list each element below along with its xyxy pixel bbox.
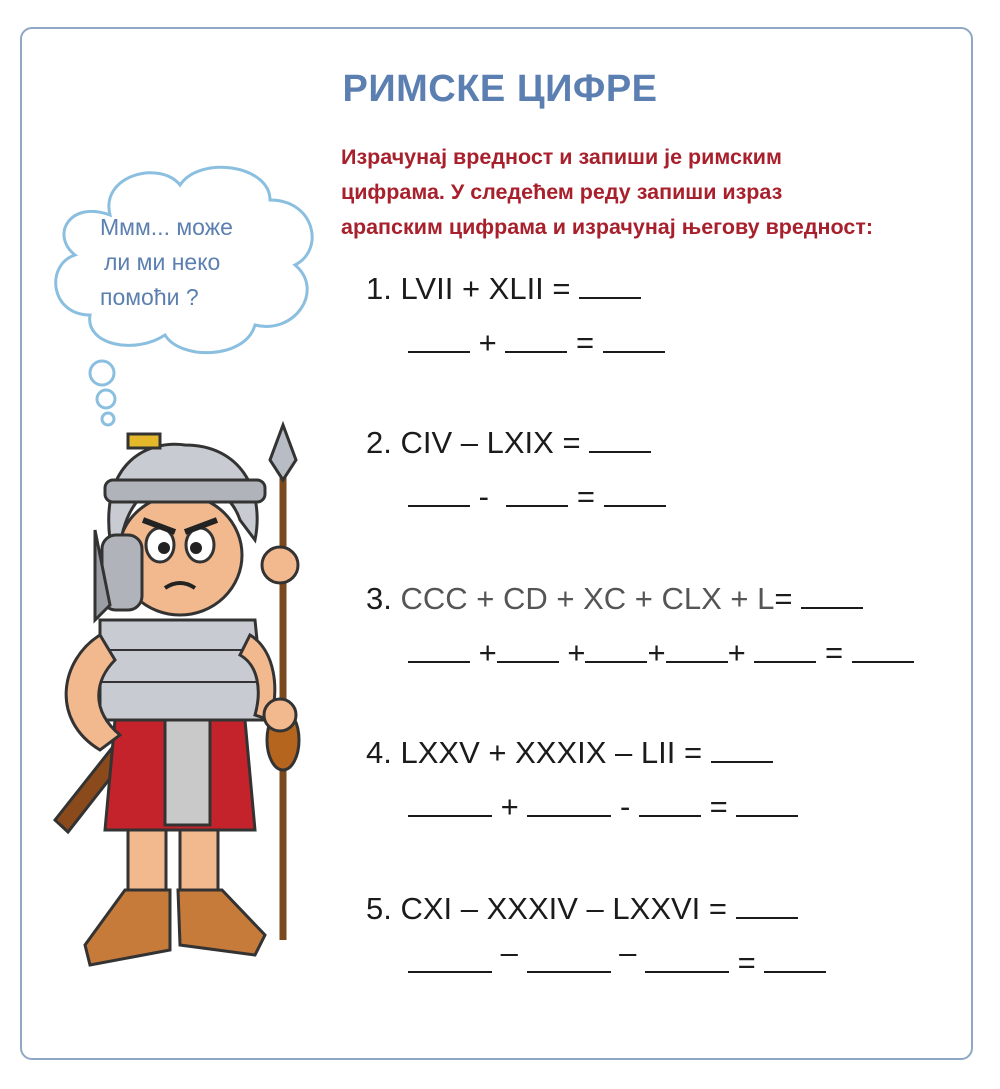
answer-blank[interactable] [579, 272, 641, 299]
answer-blank[interactable] [852, 636, 914, 663]
problem-5 [366, 882, 826, 990]
problem-expression: CXI – XXXIV – LXXVI = [400, 891, 728, 926]
answer-blank[interactable] [506, 480, 568, 507]
answer-blank[interactable] [645, 946, 729, 973]
operator: + [478, 325, 497, 360]
answer-blank[interactable] [764, 946, 826, 973]
operator: + [727, 635, 746, 670]
problem-2 [366, 416, 666, 524]
operator: = [737, 945, 756, 980]
answer-blank[interactable] [754, 636, 816, 663]
instruction-text [341, 140, 981, 245]
operator: + [567, 635, 586, 670]
answer-blank[interactable] [527, 790, 611, 817]
answer-blank[interactable] [527, 946, 611, 973]
answer-blank[interactable] [801, 582, 863, 609]
answer-blank[interactable] [736, 790, 798, 817]
answer-blank[interactable] [589, 426, 651, 453]
thought-line: помоћи ? [100, 284, 199, 310]
operator: + [647, 635, 666, 670]
answer-blank[interactable] [736, 892, 798, 919]
problem-expression: CCC + CD + XC + CLX + L [400, 581, 775, 616]
operator: = [824, 635, 844, 670]
problem-expression: LVII + XLII = [400, 271, 571, 306]
answer-blank[interactable] [603, 326, 665, 353]
operator: - [619, 789, 631, 824]
problem-number: 4. [366, 735, 392, 770]
answer-blank[interactable] [408, 326, 470, 353]
answer-blank[interactable] [408, 946, 492, 973]
problem-number: 3. [366, 581, 392, 616]
thought-bubble-text [100, 210, 280, 315]
problem-number: 2. [366, 425, 392, 460]
operator: + [478, 635, 497, 670]
operator: = [575, 325, 595, 360]
answer-blank[interactable] [666, 636, 728, 663]
answer-blank[interactable] [497, 636, 559, 663]
operator: - [478, 479, 489, 514]
problem-expression: LXXV + XXXIX – LII = [400, 735, 703, 770]
page-title: РИМСКЕ ЦИФРЕ [342, 68, 658, 110]
answer-blank[interactable] [604, 480, 666, 507]
operator: = [709, 789, 728, 824]
answer-blank[interactable] [711, 736, 773, 763]
operator: – [500, 935, 518, 970]
problem-3 [366, 572, 914, 680]
thought-line: ли ми неко [104, 249, 221, 275]
problem-number: 1. [366, 271, 392, 306]
roman-soldier-icon [40, 420, 330, 990]
operator: + [500, 789, 519, 824]
problem-1 [366, 262, 665, 370]
answer-blank[interactable] [639, 790, 701, 817]
instruction-line: цифрама. У следећем реду запиши израз [341, 180, 783, 204]
answer-blank[interactable] [408, 636, 470, 663]
problem-4 [366, 726, 798, 834]
instruction-line: Израчунај вредност и запиши је римским [341, 145, 782, 169]
problem-number: 5. [366, 891, 392, 926]
answer-blank[interactable] [408, 790, 492, 817]
answer-blank[interactable] [585, 636, 647, 663]
problem-expression: CIV – LXIX = [400, 425, 581, 460]
answer-blank[interactable] [505, 326, 567, 353]
thought-line: Ммм... може [100, 214, 233, 240]
operator: = [774, 581, 793, 616]
operator: = [576, 479, 595, 514]
instruction-line: арапским цифрама и израчунај његову вредност: [341, 215, 874, 239]
answer-blank[interactable] [408, 480, 470, 507]
operator: – [619, 935, 637, 970]
